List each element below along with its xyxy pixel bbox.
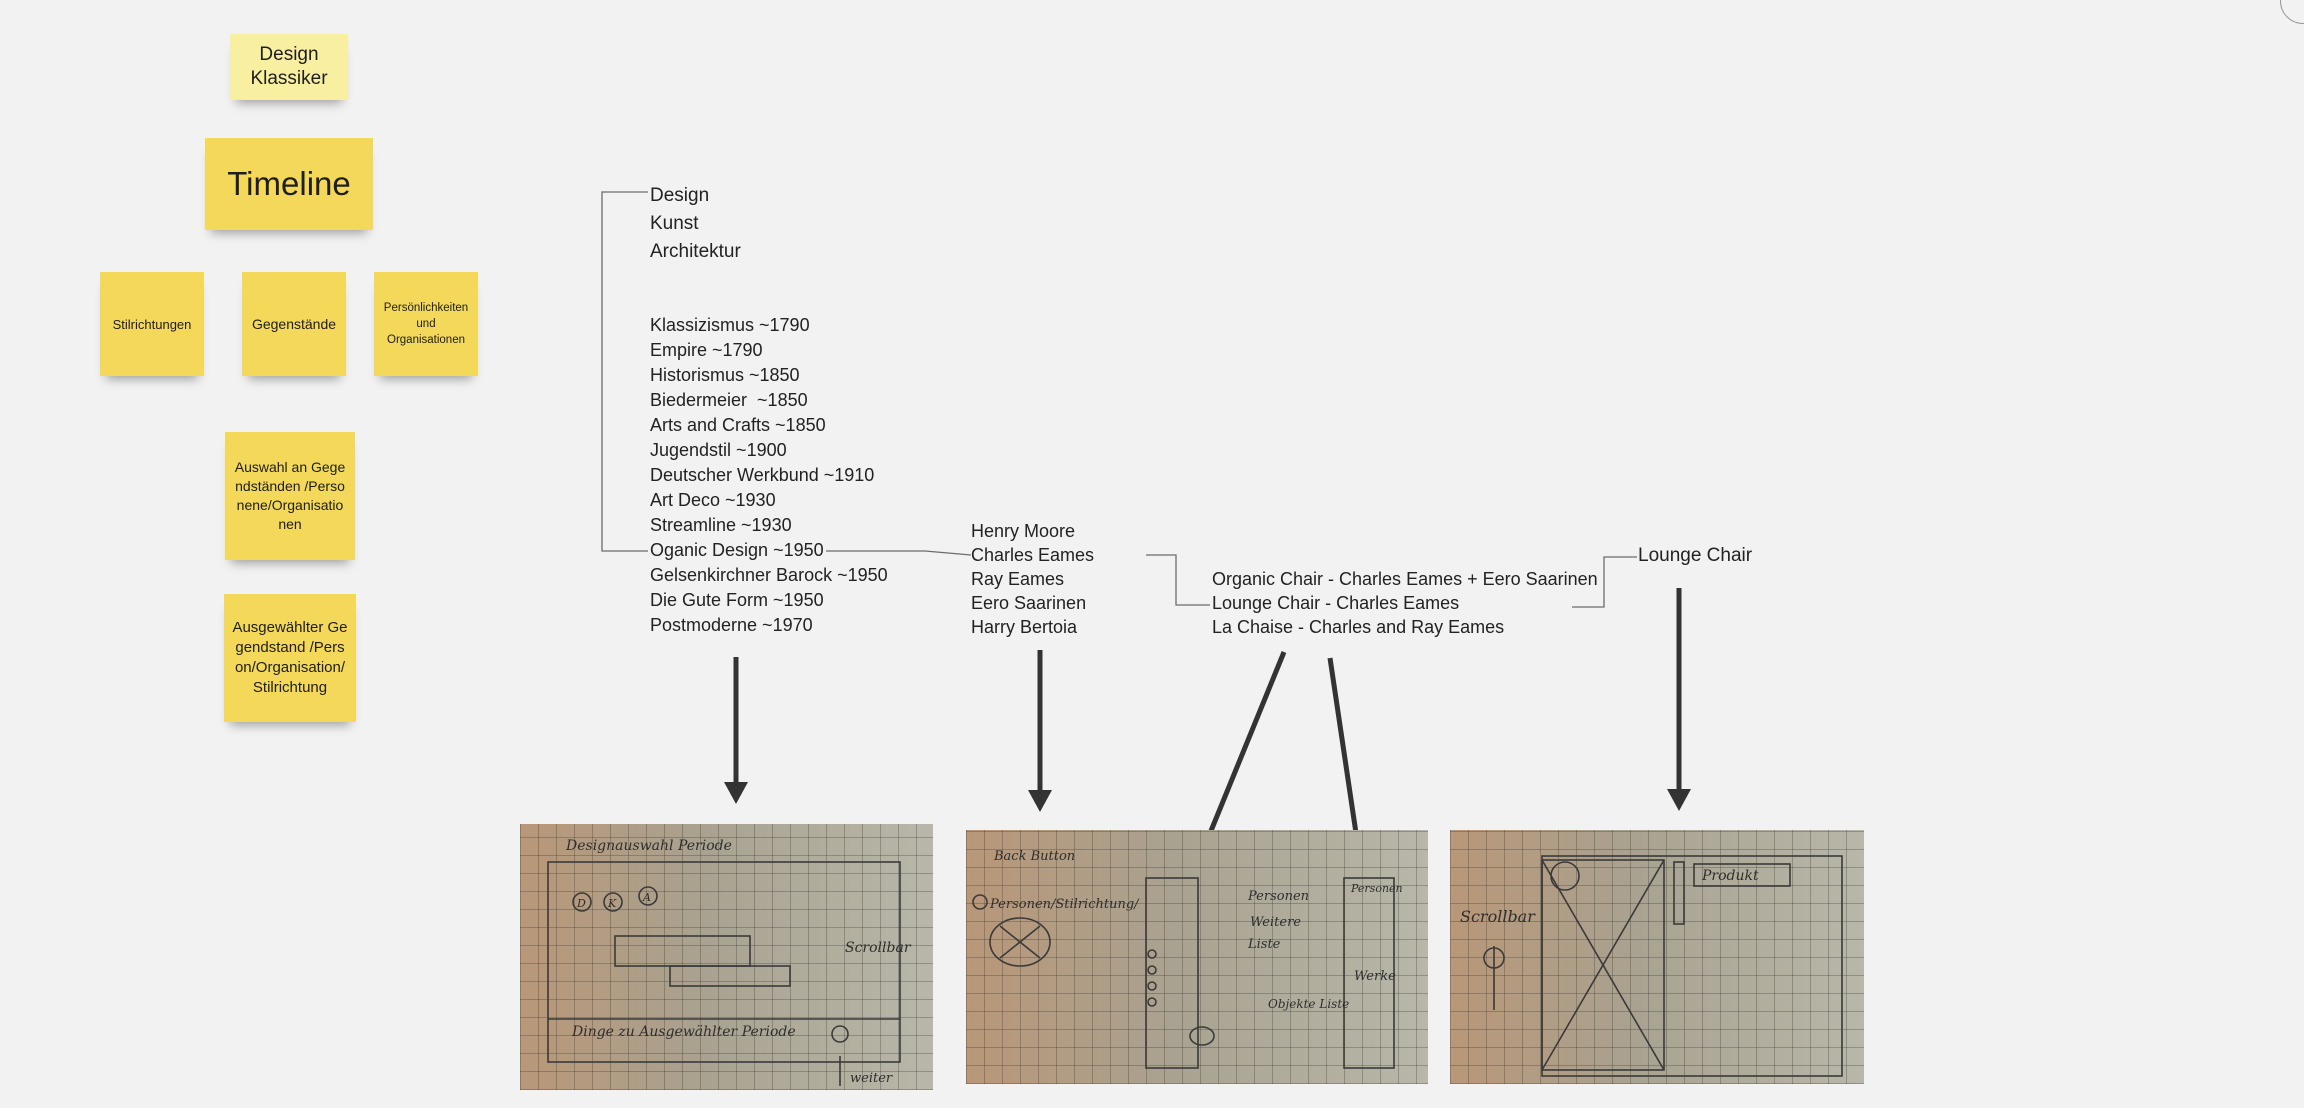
style-item[interactable]: Klassizismus ~1790 (650, 315, 810, 335)
sketch-2-bottom-circle (1190, 1027, 1214, 1045)
person-item[interactable]: Charles Eames (971, 545, 1095, 565)
sketch-2-bullet (1148, 966, 1156, 974)
sketch-1-circle-k-label: K (608, 897, 617, 910)
style-item[interactable]: Oganic Design ~1950 (650, 540, 824, 560)
sketch-2-note-weitere: Weitere (1250, 915, 1301, 930)
style-item[interactable]: Biedermeier ~1850 (650, 390, 808, 410)
sketch-3-frame (1542, 856, 1842, 1076)
sketch-1-scroll-note: Scrollbar (845, 940, 911, 956)
style-item[interactable]: Postmoderne ~1970 (650, 615, 813, 635)
sticky-label: Stilrichtungen (112, 316, 192, 332)
style-item[interactable]: Historismus ~1850 (650, 365, 800, 385)
sketch-photo-3[interactable] (1450, 830, 1864, 1084)
person-item[interactable]: Harry Bertoia (971, 617, 1078, 637)
domain-kunst[interactable]: Kunst (650, 213, 699, 234)
object-item[interactable]: La Chaise - Charles and Ray Eames (1212, 617, 1505, 637)
person-item[interactable]: Eero Saarinen (971, 593, 1087, 613)
sticky-label: Auswahl an Gegendständen /Personene/Organisationen (234, 459, 346, 532)
sketch-1-scroll-knob (832, 1026, 848, 1042)
object-item[interactable]: Lounge Chair - Charles Eames (1212, 593, 1460, 613)
timeline-label: Timeline (227, 165, 351, 202)
arrow-styles-head (724, 782, 748, 804)
domain-list (650, 182, 741, 266)
sketch-1-drawing (520, 824, 933, 1090)
sketch-1-more: weiter (850, 1071, 893, 1086)
person-item[interactable]: Ray Eames (971, 569, 1065, 589)
style-item[interactable]: Gelsenkirchner Barock ~1950 (650, 565, 888, 585)
sketch-3-drawing (1450, 830, 1864, 1084)
sketch-2-note-personen: Personen (1248, 889, 1310, 904)
sketch-1-circle-d-label: D (577, 897, 586, 910)
sketch-2-back-note: Back Button (994, 849, 1076, 864)
sticky-label: Persönlichkeiten und Organisationen (383, 302, 469, 346)
object-item[interactable]: Organic Chair - Charles Eames + Eero Saarinen (1212, 569, 1598, 589)
sketch-3-back-circle (1551, 862, 1579, 890)
sketch-3-scroll-bar (1674, 862, 1684, 924)
arrow-people-head (1028, 790, 1052, 812)
sketch-photo-2[interactable] (966, 830, 1428, 1084)
sketch-2-right-head: Personen (1351, 882, 1403, 895)
people-list (971, 519, 1094, 639)
arrow-selected-head (1667, 789, 1691, 811)
sketch-2-back-circle (973, 895, 987, 909)
sketch-2-path-note: Personen/Stilrichtung/ (990, 897, 1139, 912)
title-line-2: Klassiker (250, 68, 328, 89)
sketch-1-header: Designauswahl Periode (566, 838, 732, 854)
selected-item-text[interactable]: Lounge Chair (1638, 545, 1753, 566)
style-item[interactable]: Streamline ~1930 (650, 515, 792, 535)
sketch-photo-1[interactable] (520, 824, 933, 1090)
title-line-1: Design (259, 44, 319, 65)
bracket-domains-to-organic (602, 192, 648, 551)
sketch-2-bullet (1148, 950, 1156, 958)
style-period-list (650, 313, 888, 638)
sketch-2-works-label: Werke (1354, 969, 1396, 984)
sketch-3-scroll-note: Scrollbar (1460, 907, 1535, 926)
person-item[interactable]: Henry Moore (971, 521, 1076, 541)
object-list (1212, 567, 1598, 639)
style-item[interactable]: Deutscher Werkbund ~1910 (650, 465, 875, 485)
domain-design[interactable]: Design (650, 185, 710, 206)
style-item[interactable]: Jugendstil ~1900 (650, 440, 787, 460)
sketch-2-bullet (1148, 982, 1156, 990)
sticky-label: Ausgewählter Gegendstand /Person/Organisation/Stilrichtung (232, 619, 348, 696)
sketch-3-title: Produkt (1702, 868, 1759, 884)
sketch-1-box-2 (670, 966, 790, 986)
sticky-label: Gegenstände (251, 316, 337, 332)
style-item[interactable]: Art Deco ~1930 (650, 490, 776, 510)
style-item[interactable]: Empire ~1790 (650, 340, 763, 360)
sketch-1-box (615, 936, 750, 966)
sketch-2-bottom-note: Objekte Liste (1268, 997, 1350, 1011)
sketch-1-footer: Dinge zu Ausgewählter Periode (572, 1024, 796, 1040)
domain-architektur[interactable]: Architektur (650, 241, 741, 262)
arrow-objects-left-shaft (1204, 652, 1284, 848)
sketch-2-note-liste: Liste (1248, 937, 1281, 952)
style-item[interactable]: Arts and Crafts ~1850 (650, 415, 826, 435)
sketch-2-bullet (1148, 998, 1156, 1006)
connector-people-to-objects (1146, 555, 1210, 605)
style-item[interactable]: Die Gute Form ~1950 (650, 590, 824, 610)
sketch-1-circle-a-label: A (643, 891, 651, 904)
sketch-2-drawing (966, 830, 1428, 1084)
